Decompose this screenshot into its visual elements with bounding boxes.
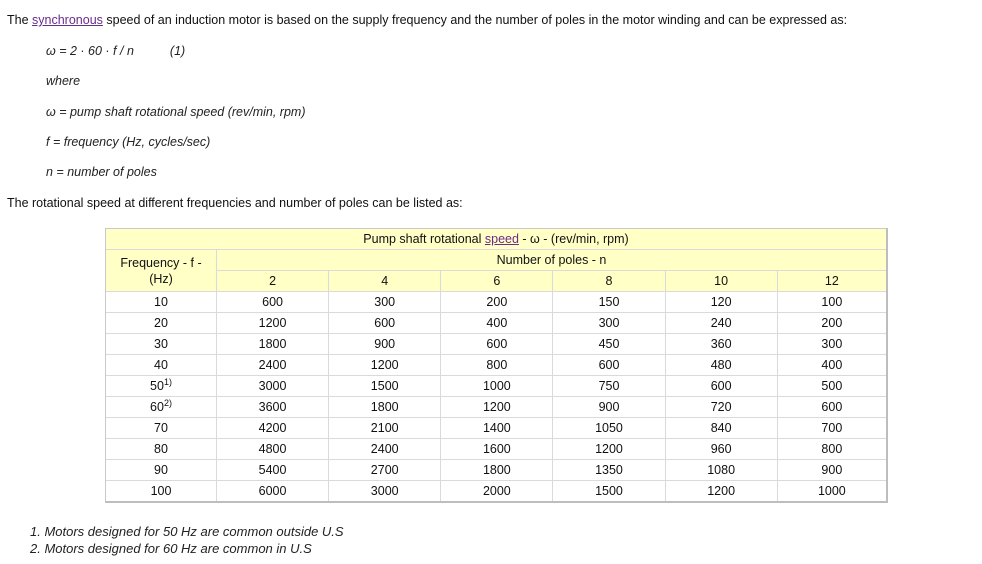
table-row <box>106 460 886 481</box>
poles-header: Number of poles - n <box>217 250 886 271</box>
poles-col-header: 10 <box>666 271 778 292</box>
speed-cell: 750 <box>553 376 665 397</box>
table-row <box>106 481 886 501</box>
speed-cell: 600 <box>329 313 441 334</box>
frequency-value: 90 <box>154 463 168 477</box>
intro-paragraph <box>7 13 847 27</box>
speed-cell: 1200 <box>666 481 778 501</box>
intro-suffix: speed of an induction motor is based on the supply frequency and the number of poles in the motor winding and can be expressed as: <box>102 13 848 27</box>
frequency-value: 60 <box>150 400 164 414</box>
speed-cell: 600 <box>217 292 329 313</box>
speed-cell: 800 <box>441 355 553 376</box>
equation-line <box>46 44 185 58</box>
speed-cell: 900 <box>329 334 441 355</box>
speed-cell: 3000 <box>329 481 441 501</box>
speed-cell: 1500 <box>553 481 665 501</box>
speed-cell: 200 <box>441 292 553 313</box>
table-title-prefix: Pump shaft rotational <box>363 232 485 246</box>
speed-cell: 900 <box>778 460 886 481</box>
speed-cell: 1050 <box>553 418 665 439</box>
frequency-cell <box>106 481 217 501</box>
speed-cell: 600 <box>441 334 553 355</box>
footnote-marker: 2) <box>163 398 172 408</box>
frequency-cell <box>106 334 217 355</box>
table-body <box>106 292 886 501</box>
frequency-value: 40 <box>154 358 168 372</box>
speed-cell: 360 <box>666 334 778 355</box>
poles-header-row <box>106 271 886 292</box>
frequency-value: 30 <box>154 337 168 351</box>
equation-formula: ω = 2 · 60 · f / n <box>46 44 134 58</box>
speed-cell: 2400 <box>329 439 441 460</box>
table-row <box>106 376 886 397</box>
frequency-value: 20 <box>154 316 168 330</box>
speed-cell: 100 <box>778 292 886 313</box>
table-row <box>106 439 886 460</box>
frequency-cell <box>106 397 217 418</box>
speed-cell: 300 <box>329 292 441 313</box>
speed-cell: 120 <box>666 292 778 313</box>
speed-cell: 1080 <box>666 460 778 481</box>
frequency-value: 10 <box>154 295 168 309</box>
speed-cell: 1800 <box>329 397 441 418</box>
intro-prefix: The <box>7 13 33 27</box>
definition-poles: n = number of poles <box>46 165 157 179</box>
speed-cell: 720 <box>666 397 778 418</box>
frequency-value: 80 <box>154 442 168 456</box>
speed-cell: 4200 <box>217 418 329 439</box>
speed-cell: 1200 <box>553 439 665 460</box>
equation-number: (1) <box>169 44 186 58</box>
poles-col-header: 4 <box>329 271 441 292</box>
speed-cell: 300 <box>778 334 886 355</box>
speed-cell: 600 <box>553 355 665 376</box>
listing-paragraph: The rotational speed at different frequencies and number of poles can be listed as: <box>7 196 463 210</box>
speed-cell: 1500 <box>329 376 441 397</box>
frequency-cell <box>106 439 217 460</box>
table-row <box>106 292 886 313</box>
synchronous-link[interactable]: synchronous <box>32 13 103 27</box>
speed-cell: 1200 <box>441 397 553 418</box>
speed-cell: 2700 <box>329 460 441 481</box>
frequency-header <box>106 250 217 292</box>
frequency-value: 100 <box>150 484 172 498</box>
frequency-value: 50 <box>150 379 164 393</box>
speed-cell: 1800 <box>217 334 329 355</box>
frequency-value: 70 <box>154 421 168 435</box>
speed-cell: 1200 <box>329 355 441 376</box>
table-row <box>106 313 886 334</box>
frequency-header-line1: Frequency - f - <box>120 255 202 270</box>
definition-frequency: f = frequency (Hz, cycles/sec) <box>46 135 211 149</box>
speed-cell: 450 <box>553 334 665 355</box>
frequency-cell <box>106 418 217 439</box>
speed-cell: 1600 <box>441 439 553 460</box>
frequency-header-line2: (Hz) <box>149 271 173 286</box>
frequency-cell <box>106 355 217 376</box>
table-row <box>106 334 886 355</box>
speed-cell: 2400 <box>217 355 329 376</box>
speed-cell: 300 <box>553 313 665 334</box>
speed-cell: 1350 <box>553 460 665 481</box>
speed-cell: 1200 <box>217 313 329 334</box>
speed-cell: 1000 <box>778 481 886 501</box>
table-row <box>106 418 886 439</box>
speed-cell: 840 <box>666 418 778 439</box>
speed-cell: 1800 <box>441 460 553 481</box>
speed-cell: 600 <box>666 376 778 397</box>
speed-cell: 400 <box>778 355 886 376</box>
speed-cell: 960 <box>666 439 778 460</box>
definition-omega: ω = pump shaft rotational speed (rev/min, rpm) <box>46 105 306 119</box>
frequency-cell <box>106 313 217 334</box>
speed-cell: 400 <box>441 313 553 334</box>
frequency-cell <box>106 376 217 397</box>
speed-cell: 2100 <box>329 418 441 439</box>
speed-cell: 480 <box>666 355 778 376</box>
table-row <box>106 397 886 418</box>
table-row <box>106 355 886 376</box>
speed-cell: 500 <box>778 376 886 397</box>
speed-table <box>105 228 888 503</box>
speed-cell: 200 <box>778 313 886 334</box>
speed-cell: 3600 <box>217 397 329 418</box>
poles-col-header: 2 <box>217 271 329 292</box>
speed-cell: 900 <box>553 397 665 418</box>
footnote-1: 1. Motors designed for 50 Hz are common outside U.S <box>30 524 344 539</box>
speed-cell: 600 <box>778 397 886 418</box>
where-text: where <box>46 74 81 88</box>
speed-cell: 240 <box>666 313 778 334</box>
speed-cell: 3000 <box>217 376 329 397</box>
frequency-cell <box>106 292 217 313</box>
footnote-marker: 1) <box>163 377 172 387</box>
frequency-cell <box>106 460 217 481</box>
speed-cell: 1400 <box>441 418 553 439</box>
poles-col-header: 6 <box>441 271 553 292</box>
speed-cell: 150 <box>553 292 665 313</box>
speed-cell: 2000 <box>441 481 553 501</box>
table-title <box>106 229 886 250</box>
poles-col-header: 8 <box>553 271 665 292</box>
footnotes <box>30 523 344 557</box>
speed-cell: 5400 <box>217 460 329 481</box>
speed-cell: 4800 <box>217 439 329 460</box>
table-title-suffix: - ω - (rev/min, rpm) <box>518 232 629 246</box>
speed-cell: 800 <box>778 439 886 460</box>
speed-cell: 6000 <box>217 481 329 501</box>
speed-cell: 700 <box>778 418 886 439</box>
speed-cell: 1000 <box>441 376 553 397</box>
speed-link[interactable]: speed <box>484 232 519 246</box>
footnote-2: 2. Motors designed for 60 Hz are common in U.S <box>30 541 312 556</box>
poles-col-header: 12 <box>778 271 886 292</box>
